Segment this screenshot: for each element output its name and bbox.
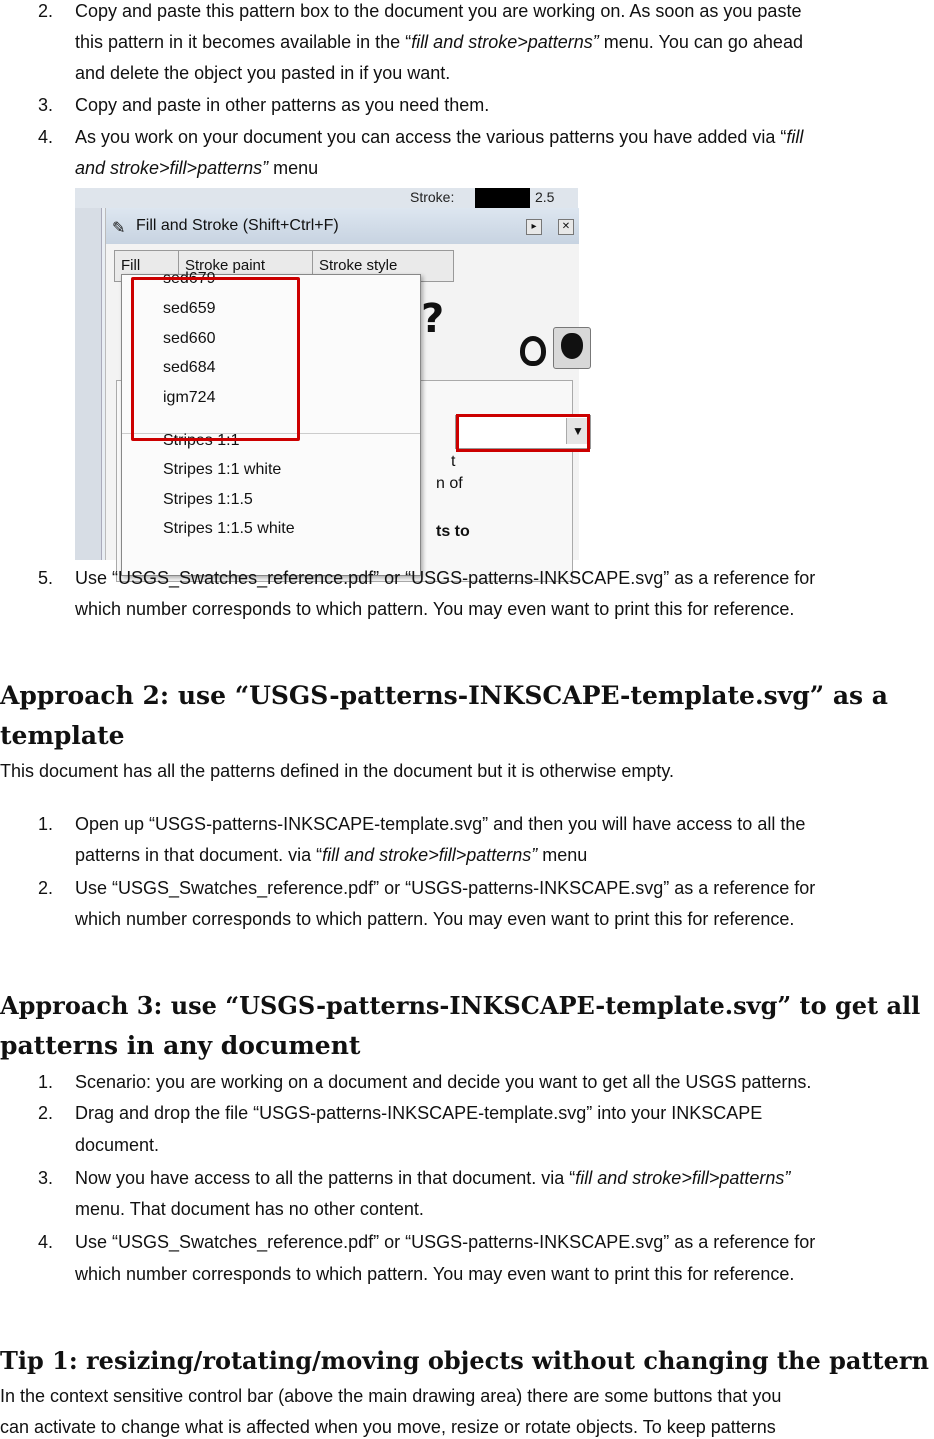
list-number: 3.	[38, 95, 54, 115]
list-text: which number corresponds to which pattern. You may even want to print this for reference.	[75, 1264, 795, 1284]
list-number: 1.	[38, 1072, 54, 1092]
menu-item[interactable]: sed660	[163, 330, 216, 347]
stroke-width-value: 2.5	[535, 189, 555, 205]
list-text: menu. That document has no other content.	[75, 1199, 424, 1219]
fill-stroke-screenshot	[75, 188, 584, 560]
list-text: Scenario: you are working on a document and decide you want to get all the USGS patterns.	[75, 1072, 812, 1092]
list-number: 1.	[38, 814, 54, 834]
paragraph: In the context sensitive control bar (above the main drawing area) there are some buttons that you	[0, 1386, 782, 1406]
section-heading: template	[0, 721, 125, 750]
emphasis-text: and stroke>fill>patterns”	[75, 158, 269, 178]
emphasis-text: fill and stroke>fill>patterns”	[322, 845, 538, 865]
dialog-title: Fill and Stroke (Shift+Ctrl+F)	[136, 217, 339, 234]
panel-text: ts to	[436, 523, 470, 540]
menu-item[interactable]: Stripes 1:1.5	[163, 491, 253, 508]
list-text: Open up “USGS-patterns-INKSCAPE-template.svg” and then you will have access to all the	[75, 814, 806, 834]
menu-item[interactable]: Stripes 1:1.5 white	[163, 520, 295, 537]
tab-stroke-paint[interactable]: Stroke paint	[178, 250, 314, 282]
dock-icon[interactable]: ▸	[526, 219, 542, 235]
chevron-down-icon[interactable]: ▼	[566, 418, 589, 444]
fill-nonzero-icon	[561, 333, 583, 359]
text-run: As you work on your document you can access the various patterns you have added via “	[75, 127, 787, 147]
section-heading: patterns in any document	[0, 1031, 361, 1060]
paragraph: can activate to change what is affected when you move, resize or rotate objects. To keep patterns	[0, 1417, 776, 1437]
list-text: Copy and paste this pattern box to the document you are working on. As soon as you paste	[75, 1, 802, 21]
menu-item[interactable]: igm724	[163, 389, 216, 406]
close-icon[interactable]: ✕	[558, 219, 574, 235]
list-number: 4.	[38, 127, 54, 147]
tab-fill[interactable]: Fill	[114, 250, 180, 282]
canvas-edge	[75, 208, 102, 560]
text-run: patterns in that document. via “	[75, 845, 323, 865]
list-text: which number corresponds to which pattern. You may even want to print this for reference.	[75, 599, 795, 619]
menu-item[interactable]: sed684	[163, 359, 216, 376]
emphasis-text: fill	[786, 127, 804, 147]
text-run: menu. You can go ahead	[598, 32, 803, 52]
list-number: 2.	[38, 1103, 54, 1123]
list-text	[75, 1167, 790, 1189]
panel-text: t	[451, 453, 456, 470]
fill-evenodd-icon[interactable]	[520, 336, 546, 366]
list-text: Use “USGS_Swatches_reference.pdf” or “USGS-patterns-INKSCAPE.svg” as a reference for	[75, 878, 816, 898]
list-text: Use “USGS_Swatches_reference.pdf” or “USGS-patterns-INKSCAPE.svg” as a reference for	[75, 568, 816, 588]
list-number: 2.	[38, 1, 54, 21]
list-text	[75, 31, 803, 53]
list-text: Use “USGS_Swatches_reference.pdf” or “USGS-patterns-INKSCAPE.svg” as a reference for	[75, 1232, 816, 1252]
text-run: menu	[268, 158, 319, 178]
section-heading: Approach 2: use “USGS-patterns-INKSCAPE-template.svg” as a	[0, 681, 889, 710]
tab-stroke-style[interactable]: Stroke style	[312, 250, 454, 282]
text-run: menu	[537, 845, 588, 865]
menu-item[interactable]: sed659	[163, 300, 216, 317]
section-heading: Tip 1: resizing/rotating/moving objects without changing the pattern	[0, 1346, 929, 1375]
stroke-color-swatch	[475, 188, 530, 208]
text-run: Now you have access to all the patterns in that document. via “	[75, 1168, 576, 1188]
panel-text: n of	[436, 475, 463, 492]
stroke-label: Stroke:	[410, 189, 455, 205]
list-number: 5.	[38, 568, 54, 588]
text-run: this pattern in it becomes available in the “	[75, 32, 412, 52]
menu-item[interactable]: Stripes 1:1 white	[163, 461, 282, 478]
menu-item[interactable]: sed679	[163, 270, 216, 287]
list-text	[75, 126, 803, 148]
list-text: and delete the object you pasted in if you want.	[75, 63, 451, 83]
list-text	[75, 844, 587, 866]
dialog-titlebar	[106, 208, 579, 244]
list-text: which number corresponds to which pattern. You may even want to print this for reference.	[75, 909, 795, 929]
emphasis-text: fill and stroke>patterns”	[411, 32, 599, 52]
list-number: 4.	[38, 1232, 54, 1252]
emphasis-text: fill and stroke>fill>patterns”	[575, 1168, 791, 1188]
list-text: document.	[75, 1135, 160, 1155]
highlight-box	[131, 277, 300, 441]
paragraph: This document has all the patterns defined in the document but it is otherwise empty.	[0, 761, 675, 781]
list-text: Copy and paste in other patterns as you need them.	[75, 95, 490, 115]
list-text: Drag and drop the file “USGS-patterns-INKSCAPE-template.svg” into your INKSCAPE	[75, 1103, 763, 1123]
list-text	[75, 157, 318, 179]
menu-item[interactable]: Stripes 1:1	[163, 432, 240, 449]
highlight-box	[456, 414, 590, 452]
list-number: 3.	[38, 1168, 54, 1188]
unset-paint-icon[interactable]: ?	[421, 296, 445, 342]
list-number: 2.	[38, 878, 54, 898]
section-heading: Approach 3: use “USGS-patterns-INKSCAPE-template.svg” to get all	[0, 991, 921, 1020]
brush-icon: ✎	[112, 220, 126, 237]
